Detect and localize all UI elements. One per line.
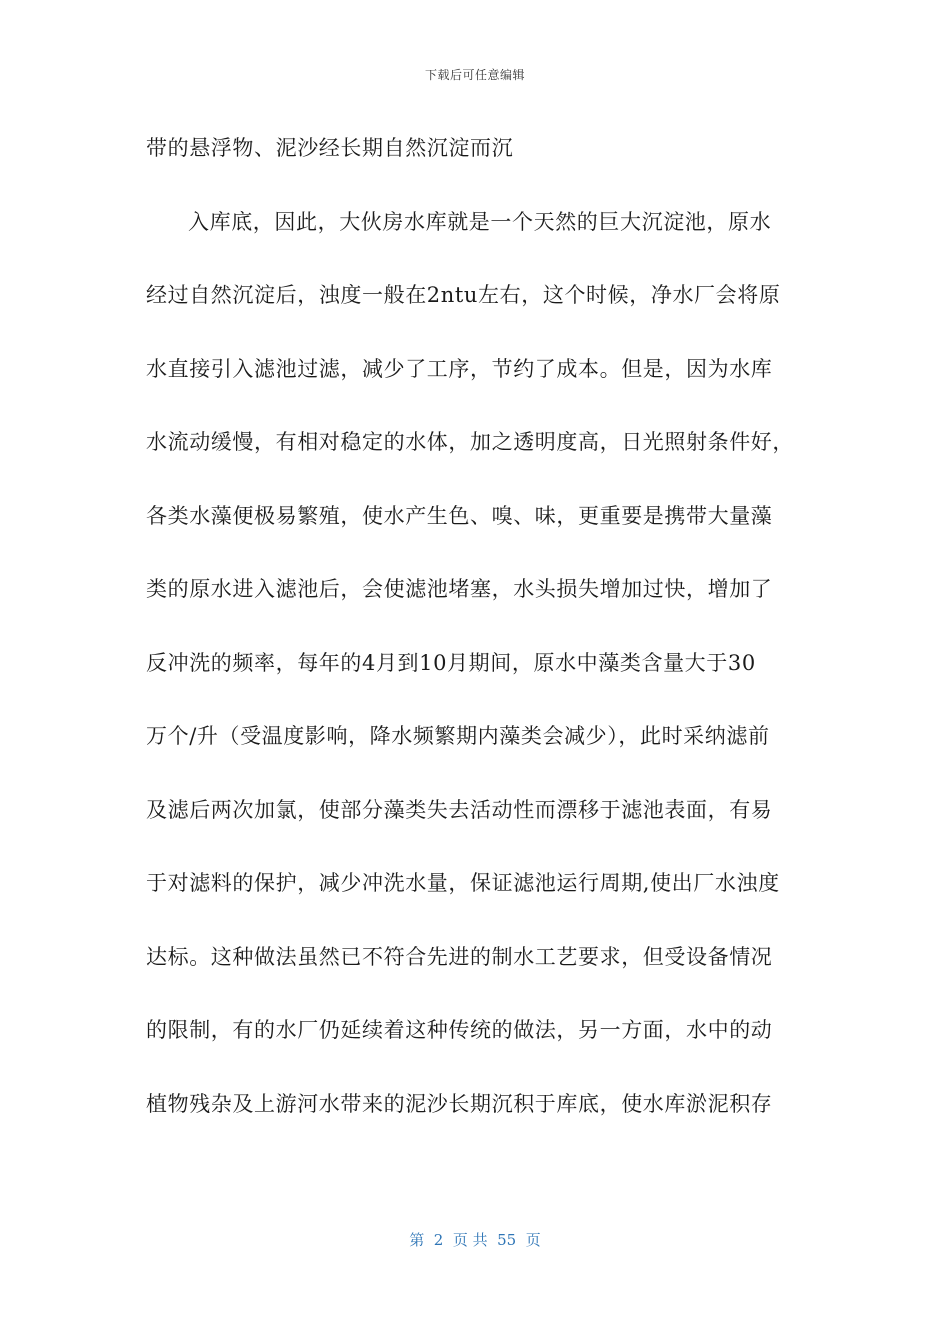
text-line: 经过自然沉淀后，浊度一般在2ntu左右，这个时候，净水厂会将原 bbox=[146, 283, 781, 307]
text-line: 各类水藻便极易繁殖，使水产生色、嗅、味，更重要是携带大量藻 bbox=[146, 503, 773, 528]
text-line: 于对滤料的保护，减少冲洗水量，保证滤池运行周期,使出厂水浊度 bbox=[146, 871, 780, 895]
text-line: 万个/升（受温度影响，降水频繁期内藻类会减少），此时采纳滤前 bbox=[146, 724, 770, 748]
text-line: 类的原水进入滤池后，会使滤池堵塞，水头损失增加过快，增加了 bbox=[146, 577, 773, 601]
text-line: 植物残杂及上游河水带来的泥沙长期沉积于库底，使水库淤泥积存 bbox=[146, 1091, 773, 1116]
text-line: 及滤后两次加氯，使部分藻类失去活动性而漂移于滤池表面，有易 bbox=[146, 797, 773, 822]
text-line: 水流动缓慢，有相对稳定的水体，加之透明度高，日光照射条件好， bbox=[146, 430, 794, 454]
page-header: 下载后可任意编辑 bbox=[424, 68, 525, 82]
body-text bbox=[146, 128, 806, 1157]
text-line: 反冲洗的频率，每年的4月到10月期间，原水中藻类含量大于30 bbox=[146, 650, 756, 675]
text-line: 水直接引入滤池过滤，减少了工序，节约了成本。但是，因为水库 bbox=[146, 356, 773, 381]
text-line: 的限制，有的水厂仍延续着这种传统的做法，另一方面，水中的动 bbox=[146, 1018, 773, 1042]
text-line: 入库底，因此，大伙房水库就是一个天然的巨大沉淀池，原水 bbox=[188, 209, 772, 234]
text-line: 带的悬浮物、泥沙经长期自然沉淀而沉 bbox=[146, 136, 514, 160]
text-line: 达标。这种做法虽然已不符合先进的制水工艺要求，但受设备情况 bbox=[146, 944, 773, 969]
page-footer: 第 2 页 共 55 页 bbox=[409, 1231, 541, 1249]
